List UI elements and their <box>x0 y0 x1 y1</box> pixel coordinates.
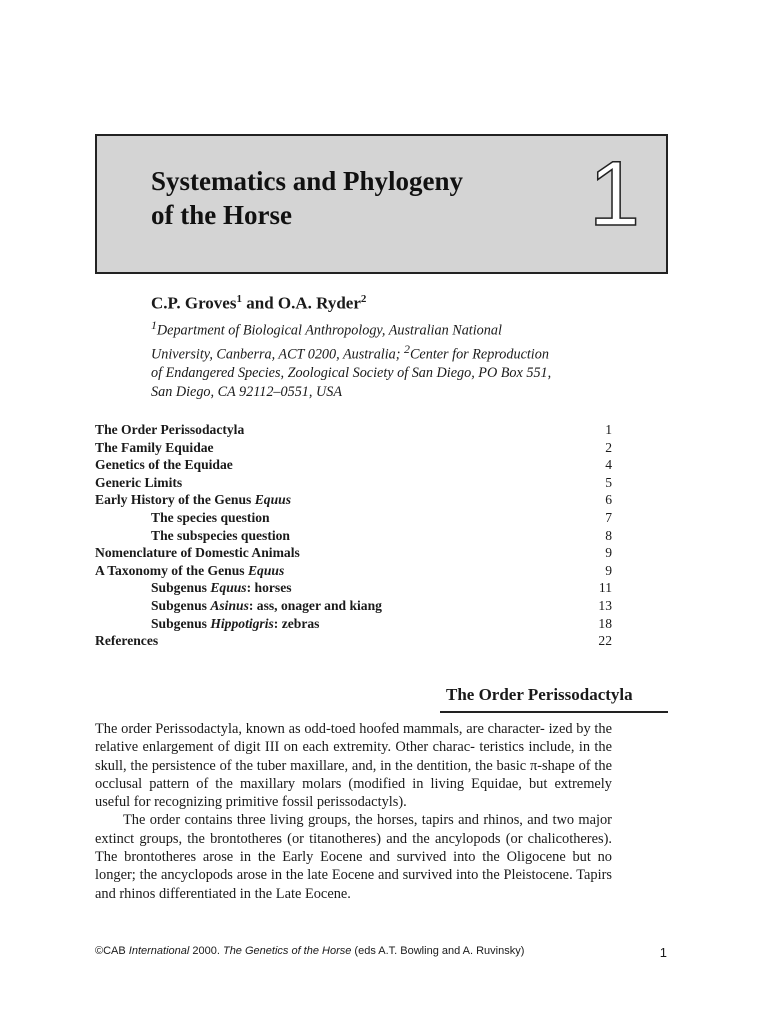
chapter-title-box <box>95 134 668 274</box>
toc-subentry[interactable]: Subgenus Hippotigris: zebras 18 <box>151 615 612 631</box>
toc-page-number: 9 <box>605 545 612 561</box>
text-line: The order Perissodactyla, known as odd-toed hoofed mammals, are character- <box>95 721 545 737</box>
text-line: survived into the Oligocene but no longer; the ancyclopods arose in the late <box>95 849 612 884</box>
toc-page-number: 9 <box>605 562 612 578</box>
author-conjunction: and <box>241 293 278 313</box>
toc-page-number: 2 <box>605 439 612 455</box>
affiliation-line: University, Canberra, ACT 0200, Australia; $^2$Center for Reproduction <box>151 342 549 363</box>
toc-entry[interactable]: References 22 <box>95 633 612 649</box>
toc-entry[interactable]: Early History of the Genus Equus 6 <box>95 492 612 508</box>
text-line: the Late Eocene. <box>254 885 351 902</box>
toc-entry[interactable]: The Order Perissodactyla 1 <box>95 422 612 437</box>
chapter-title-line: of the Horse <box>151 200 292 230</box>
affiliation-line: of Endangered Species, Zoological Society of San Diego, PO Box 551, <box>151 365 552 382</box>
toc-page-number: 11 <box>598 580 612 596</box>
author-name: C.P. Groves <box>151 293 237 313</box>
body-text <box>95 720 612 903</box>
text-line: fossil perissodactyls). <box>282 794 407 811</box>
affiliation-superscript: 2 <box>404 342 410 357</box>
text-line: dentition, the basic π-shape of the occlusal pattern of the maxillary molars <box>95 757 612 792</box>
text-line: and two major extinct groups, the brontotheres (or titanotheres) and the <box>95 812 612 847</box>
affiliation-superscript: 1 <box>151 318 157 332</box>
toc-page-number: 22 <box>598 633 612 649</box>
text-line: Eocene and survived into the Pleistocene. Tapirs and rhinos differentiated in <box>95 867 612 902</box>
text-line: The order contains three living groups, the horses, tapirs and rhinos, <box>123 812 523 829</box>
toc-subentry[interactable]: The species question 7 <box>151 509 612 525</box>
chapter-number: 1 <box>588 143 640 245</box>
text-line: ized by the relative enlargement of digit III on each extremity. Other charac- <box>95 721 612 756</box>
text-line: ancylopods (or chalicotheres). The brontotheres arose in the Early Eocene and <box>95 830 612 866</box>
toc-entry[interactable]: The Family Equidae 2 <box>95 439 612 455</box>
book-title: The Genetics of the Horse <box>222 945 352 957</box>
author-name: O.A. Ryder <box>277 293 361 313</box>
affiliation-line: San Diego, CA 92112–0551, USA <box>151 383 342 400</box>
toc-subentry[interactable]: The subspecies question 8 <box>151 527 612 543</box>
paragraph <box>95 720 612 811</box>
author-superscript: 2 <box>360 293 367 305</box>
section-rule <box>440 711 668 713</box>
section-heading: The Order Perissodactyla <box>446 685 633 704</box>
toc-entry[interactable]: Genetics of the Equidae 4 <box>95 457 612 473</box>
text-line: (modified in living Equidae, but extremely useful for recognizing primitive <box>95 775 612 811</box>
page-number: 1 <box>659 945 667 960</box>
affiliation <box>151 316 621 401</box>
author-superscript: 1 <box>236 293 242 305</box>
chapter-title <box>151 164 463 232</box>
paragraph <box>95 811 612 902</box>
chapter-title-line: Systematics and Phylogeny <box>151 166 464 196</box>
table-of-contents <box>95 421 612 650</box>
toc-entry[interactable]: Nomenclature of Domestic Animals 9 <box>95 545 612 561</box>
toc-page-number: 1 <box>605 422 612 437</box>
toc-page-number: 7 <box>605 509 612 525</box>
toc-subentry[interactable]: Subgenus Asinus: ass, onager and kiang 13 <box>151 597 612 613</box>
toc-page-number: 5 <box>605 474 612 490</box>
toc-entry[interactable]: Generic Limits 5 <box>95 474 612 490</box>
toc-page-number: 13 <box>598 597 612 613</box>
toc-subentry[interactable]: Subgenus Equus: horses 11 <box>151 580 612 596</box>
toc-page-number: 4 <box>605 457 612 473</box>
text-line: teristics include, in the skull, the persistence of the tuber maxillare, and, in the <box>95 739 612 774</box>
toc-page-number: 6 <box>605 492 612 508</box>
copyright: ©CAB International 2000. The Genetics of the Horse (eds A.T. Bowling and A. Ruvinsky) <box>95 945 525 957</box>
page-footer <box>95 945 667 960</box>
toc-page-number: 18 <box>598 615 612 631</box>
toc-entry[interactable]: A Taxonomy of the Genus Equus 9 <box>95 562 612 578</box>
authors <box>151 293 366 314</box>
toc-page-number: 8 <box>605 527 612 543</box>
affiliation-line: $^1$Department of Biological Anthropology, Australian National <box>151 318 502 339</box>
